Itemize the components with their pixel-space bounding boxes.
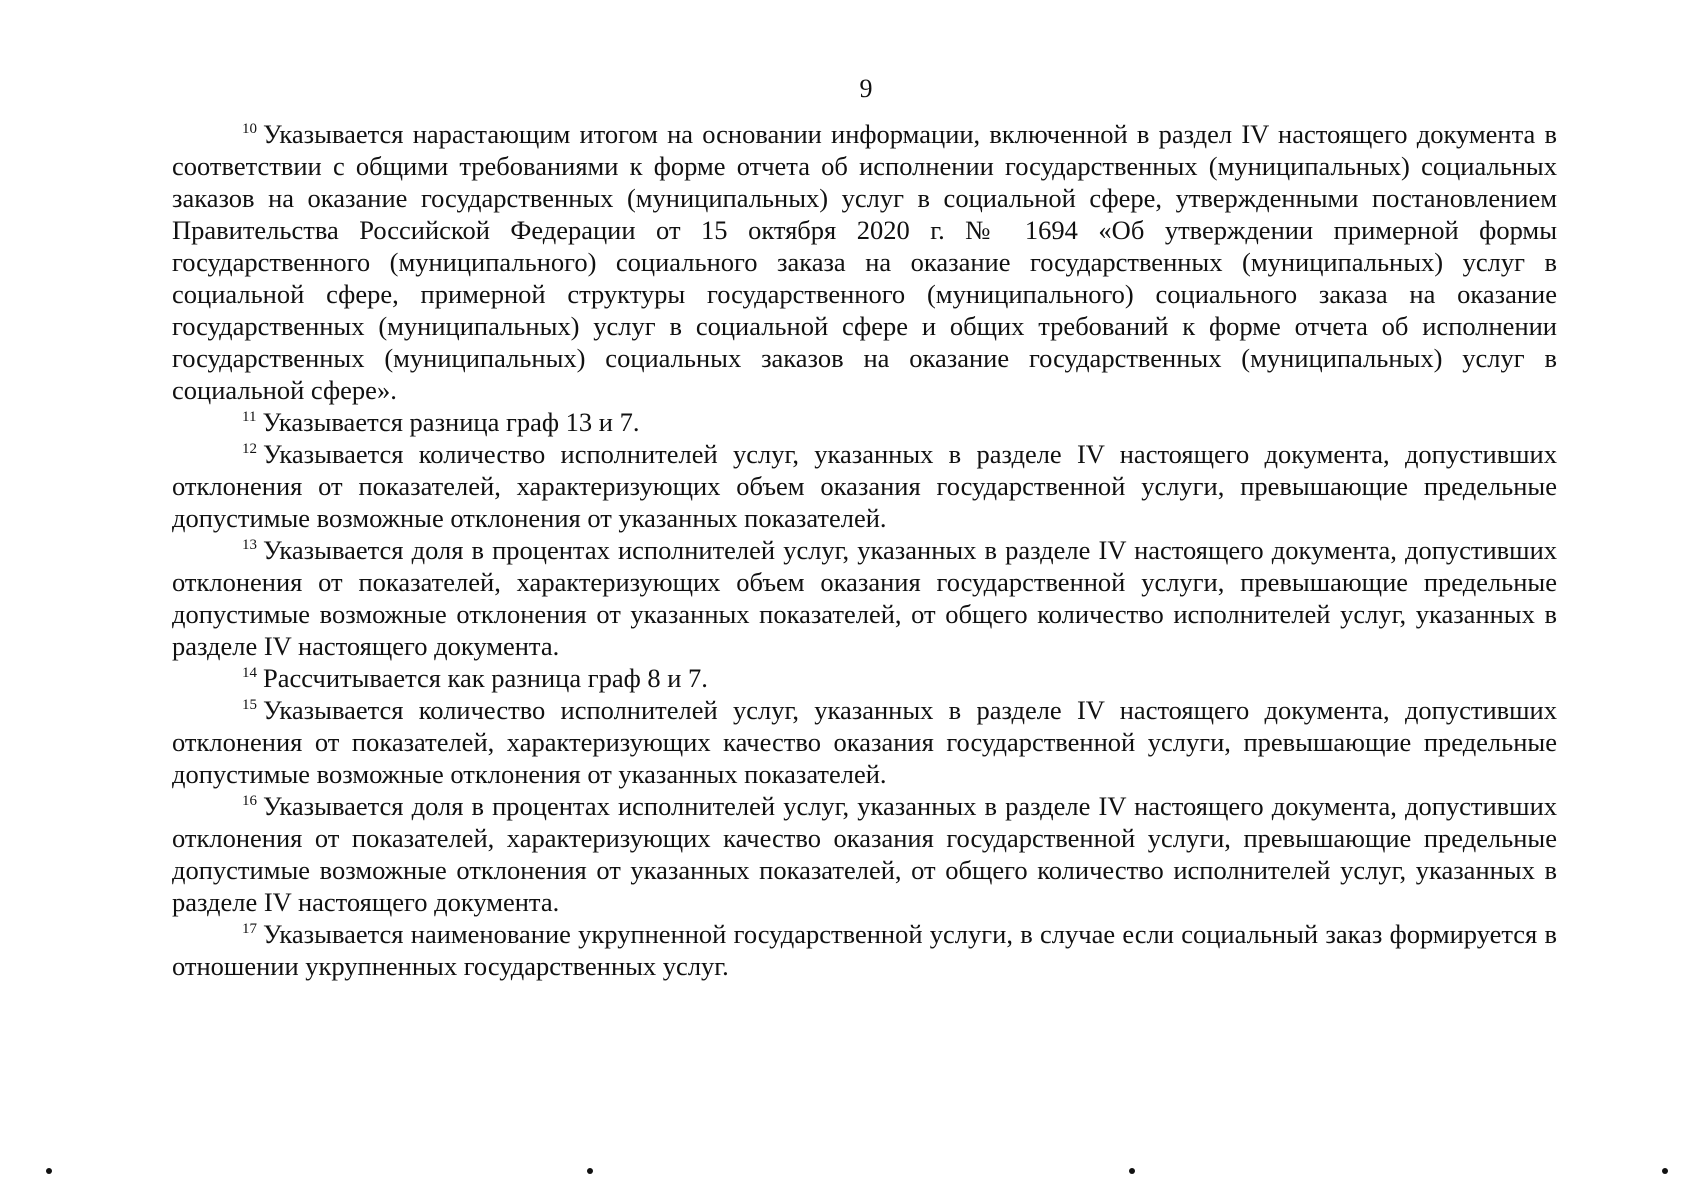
footnote-marker: 13 bbox=[242, 537, 257, 553]
footnote-marker: 10 bbox=[242, 121, 257, 137]
footnote-marker: 16 bbox=[242, 793, 257, 809]
footnote-17 bbox=[172, 918, 1557, 982]
footnote-text: Указывается нарастающим итогом на основании информации, включенной в раздел IV настоящего документа в соответствии с общими требованиями к форме отчета об исполнении государственных (муниципальных) социальных заказов на оказание государственных (муниципальных) услуг в социальной сфере, утвержденными постановлением Правительства Российской Федерации от 15 октября 2020 г. № 1694 «Об утверждении примерной формы государственного (муниципального) социального заказа на оказание государственных (муниципальных) услуг в социальной сфере, примерной структуры государственного (муниципального) социального заказа на оказание государственных (муниципальных) услуг в социальной сфере и общих требований к форме отчета об исполнении государственных (муниципальных) социальных заказов на оказание государственных (муниципальных) услуг в социальной сфере». bbox=[172, 119, 1557, 405]
footnote-16 bbox=[172, 790, 1557, 918]
footnote-12 bbox=[172, 438, 1557, 534]
footnote-marker: 12 bbox=[242, 441, 257, 457]
footnote-text: Указывается доля в процентах исполнителей услуг, указанных в разделе IV настоящего документа, допустивших отклонения от показателей, характеризующих качество оказания государственной услуги, превышающие предельные допустимые возможные отклонения от указанных показателей, от общего количество исполнителей услуг, указанных в разделе IV настоящего документа. bbox=[172, 791, 1557, 917]
footnote-14 bbox=[172, 662, 1557, 694]
footnote-marker: 14 bbox=[242, 665, 257, 681]
scan-speck bbox=[1129, 1168, 1135, 1174]
footnote-marker: 11 bbox=[242, 409, 257, 425]
footnote-text: Указывается доля в процентах исполнителей услуг, указанных в разделе IV настоящего документа, допустивших отклонения от показателей, характеризующих объем оказания государственной услуги, превышающие предельные допустимые возможные отклонения от указанных показателей, от общего количество исполнителей услуг, указанных в разделе IV настоящего документа. bbox=[172, 535, 1557, 661]
footnote-text: Указывается наименование укрупненной государственной услуги, в случае если социальный заказ формируется в отношении укрупненных государственных услуг. bbox=[172, 919, 1557, 981]
footnote-11 bbox=[172, 406, 1557, 438]
scan-speck bbox=[46, 1168, 52, 1174]
scan-speck bbox=[587, 1168, 593, 1174]
footnotes-list bbox=[172, 118, 1557, 982]
footnote-10 bbox=[172, 118, 1557, 406]
footnote-text: Рассчитывается как разница граф 8 и 7. bbox=[263, 663, 708, 693]
footnote-text: Указывается количество исполнителей услуг, указанных в разделе IV настоящего документа, допустивших отклонения от показателей, характеризующих объем оказания государственной услуги, превышающие предельные допустимые возможные отклонения от указанных показателей. bbox=[172, 439, 1557, 533]
footnote-text: Указывается разница граф 13 и 7. bbox=[262, 407, 640, 437]
footnote-13 bbox=[172, 534, 1557, 662]
footnote-15 bbox=[172, 694, 1557, 790]
footnote-text: Указывается количество исполнителей услуг, указанных в разделе IV настоящего документа, допустивших отклонения от показателей, характеризующих качество оказания государственной услуги, превышающие предельные допустимые возможные отклонения от указанных показателей. bbox=[172, 695, 1557, 789]
footnote-marker: 15 bbox=[242, 697, 257, 713]
footnote-marker: 17 bbox=[242, 921, 257, 937]
page-number: 9 bbox=[859, 74, 873, 103]
scan-speck bbox=[1662, 1168, 1668, 1174]
